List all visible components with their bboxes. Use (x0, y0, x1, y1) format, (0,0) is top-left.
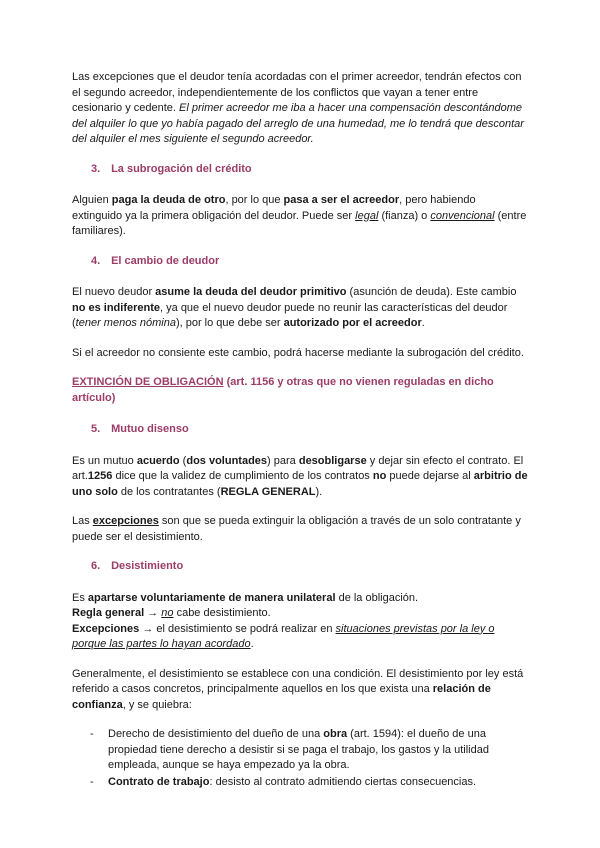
list-item (72, 775, 528, 791)
line-definition (72, 591, 528, 607)
underlined-term: situaciones previstas por la ley o porque las partes lo hayan acordado (72, 622, 495, 650)
text-run: ), por lo que debe ser (175, 317, 284, 329)
extincion-subtitle: (art. 1156 y otras que no vienen reguladas en dicho artículo) (72, 376, 494, 404)
text-run: de los contratantes ( (117, 485, 221, 498)
text-run: Derecho de desistimiento del dueño de una (108, 728, 324, 740)
text-run: → el desistimiento se podrá realizar en (139, 622, 336, 635)
text-run: → (144, 607, 162, 619)
text-run: Generalmente, el desistimiento se establece con una condición. El desistimiento por ley está referido a casos concretos, principalmente aquellos en los que exista una (72, 667, 524, 695)
dash-marker: - (90, 728, 94, 740)
text-run: . (421, 317, 425, 329)
text-run: (entre familiares). (72, 209, 527, 237)
text-run: y dejar sin efecto el contrato. El art. (72, 454, 524, 482)
text-run: (fianza) o (378, 209, 431, 222)
line-excepciones (72, 622, 528, 653)
bold-run: asume la deuda del deudor primitivo (155, 286, 347, 298)
bold-run: paga la deuda de otro (111, 194, 226, 206)
text-run: El nuevo deudor (72, 286, 156, 298)
underlined-term: no (161, 607, 174, 619)
bold-run: apartarse voluntariamente de manera unilateral (87, 591, 336, 604)
text-run: Es un mutuo (72, 454, 137, 467)
text-run: ) para (267, 454, 299, 467)
text-run: , y se quiebra: (122, 698, 192, 711)
text-run: : desisto al contrato admitiendo ciertas consecuencias. (209, 775, 477, 788)
italic-run: tener menos nómina (75, 317, 176, 329)
bold-run: Regla general (72, 607, 145, 619)
text-run: ). (315, 485, 323, 498)
heading-title: El cambio de deudor (111, 254, 220, 267)
dash-marker: - (90, 775, 94, 788)
bold-run: dos voluntades (186, 454, 268, 467)
text-run: de la obligación. (335, 591, 419, 604)
heading-desistimiento (91, 559, 528, 575)
line-regla-general (72, 606, 528, 622)
text-run: ( (179, 454, 187, 467)
extincion-title: EXTINCIÓN DE OBLIGACIÓN (72, 376, 224, 388)
heading-number: 3. (91, 162, 101, 175)
bold-run: obra (323, 728, 348, 740)
bold-run: Excepciones (72, 622, 140, 635)
bold-run: arbitrio de uno solo (72, 470, 528, 498)
underlined-term: legal (355, 209, 379, 222)
list-item (72, 727, 528, 774)
bold-run: autorizado por el acreedor (283, 317, 422, 329)
text-run: dice que la validez de cumplimiento de los contratos (112, 470, 373, 482)
underlined-term: convencional (430, 209, 495, 222)
paragraph-excepciones (72, 514, 528, 545)
bold-underlined-run: excepciones (92, 515, 159, 527)
text-run: son que se pueda extinguir la obligación a través de un solo contratante y puede ser el desistimiento. (72, 515, 521, 543)
paragraph-condicion (72, 667, 528, 714)
paragraph-no-consiente: Si el acreedor no consiente este cambio, podrá hacerse mediante la subrogación del crédito. (72, 346, 524, 359)
heading-number: 6. (91, 560, 101, 572)
text-run: puede dejarse al (386, 470, 474, 482)
paragraph-desistimiento (72, 591, 528, 653)
text-run: (asunción de deuda). Este cambio (346, 286, 517, 298)
heading-number: 4. (91, 254, 101, 267)
text-run: Alguien (72, 194, 112, 206)
bold-run: relación de confianza (72, 683, 491, 711)
heading-number: 5. (91, 423, 101, 435)
text-run: Es (72, 591, 88, 604)
bold-run: no (372, 470, 387, 482)
heading-mutuo-disenso (91, 422, 528, 438)
text-run: , por lo que (225, 194, 284, 206)
bold-run: pasa a ser el acreedor (283, 194, 400, 206)
dash-list (72, 727, 528, 790)
heading-extincion (72, 375, 528, 406)
paragraph-excepciones-cesion (72, 70, 528, 148)
heading-title: La subrogación del crédito (111, 162, 252, 175)
bold-run: Contrato de trabajo (108, 775, 210, 788)
heading-subrogacion (91, 162, 528, 178)
bold-run: REGLA GENERAL (220, 485, 316, 498)
text-run: cabe desistimiento. (173, 607, 271, 619)
heading-title: Mutuo disenso (111, 423, 189, 435)
text-run: (art. 1594): el dueño de una propiedad tiene derecho a desistir si se paga el trabajo, los gastos y la utilidad empleada, aunque se haya empezado ya la obra. (108, 728, 489, 771)
bold-run: 1256 (87, 470, 113, 482)
bold-run: acuerdo (136, 454, 180, 467)
text-run: . (250, 638, 254, 650)
text-run: Las (72, 515, 93, 527)
paragraph-cambio-deudor (72, 285, 528, 332)
text-run: , pero habiendo extinguido ya la primera obligación del deudor. Puede ser (72, 194, 476, 222)
heading-title: Desistimiento (111, 560, 184, 572)
text-run: , ya que el nuevo deudor puede no reunir las características del deudor ( (72, 301, 508, 329)
paragraph-text: Las excepciones que el deudor tenía acordadas con el primer acreedor, tendrán efectos con el segundo acreedor, independientemente de los conflictos que vayan a tener entre cesionario y cedente. (72, 71, 522, 114)
example-text: El primer acreedor me iba a hacer una compensación descontándome del alquiler lo que yo había pagado del arreglo de una humedad, me lo tendrá que descontar del alquiler el mes siguiente el segundo acreedor. (72, 102, 524, 145)
heading-cambio-deudor (91, 254, 528, 270)
paragraph-subrogacion (72, 193, 528, 240)
bold-run: no es indiferente (72, 301, 161, 314)
bold-run: desobligarse (298, 454, 367, 467)
paragraph-mutuo-disenso (72, 454, 528, 501)
